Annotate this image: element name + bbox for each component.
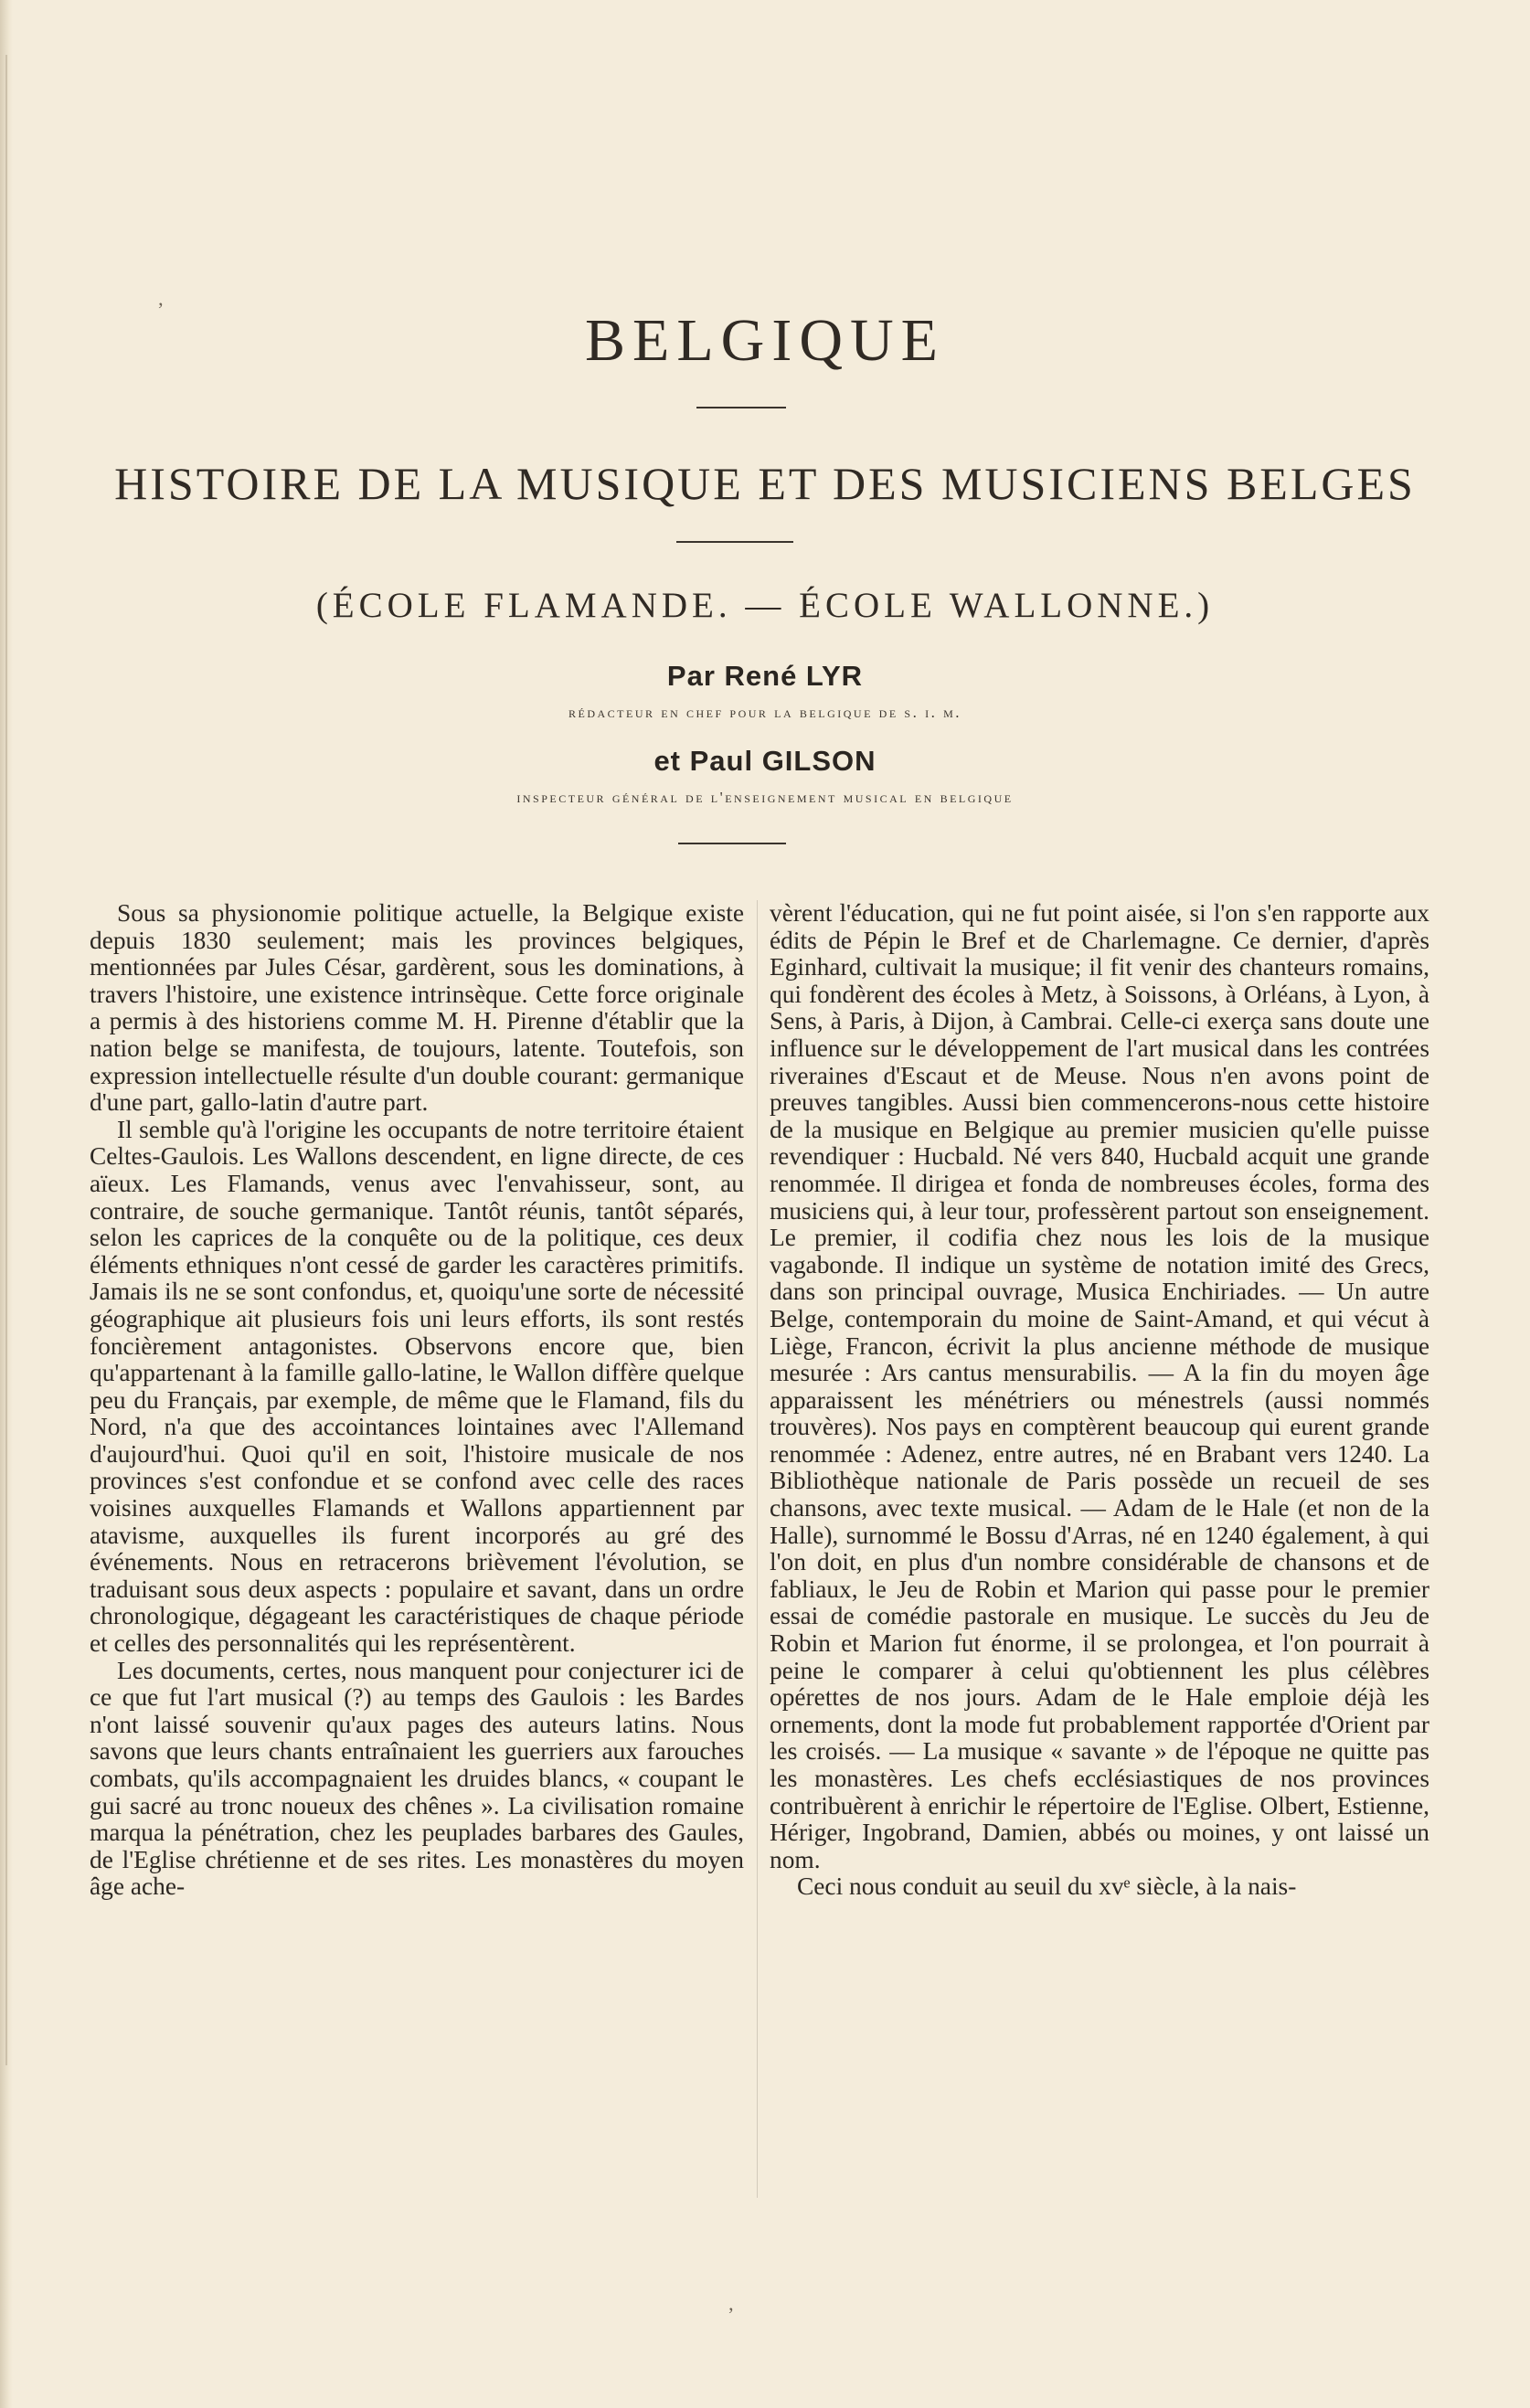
paragraph: Ceci nous conduit au seuil du xvᵉ siècle, à la nais- — [797, 1872, 1297, 1901]
author-gilson-role: inspecteur général de l'enseignement musical en belgique — [516, 789, 1014, 806]
title-divider — [696, 407, 786, 408]
page-title: BELGIQUE — [585, 307, 945, 374]
byline-divider — [678, 843, 786, 844]
author-lyr: Par René LYR — [666, 660, 864, 692]
subtitle-divider — [676, 541, 793, 543]
paragraph: vèrent l'éducation, qui ne fut point aisée, si l'on s'en rapporte aux édits de Pépin le Bref et de Charlemagne. Ce dernier, d'après Eginhard, cultivait la musique; il fit venir des chanteurs romains, qui fondèrent des écoles à Metz, à Soissons, à Orléans, à Lyon, à Sens, à Paris, à Dijon, à Cambrai. Celle-ci exerça sans doute une influence sur le développement de l'art musical dans les contrées riveraines d'Escaut et de Meuse. Nous n'en avons point de preuves tangibles. Aussi bien commencerons-nous cette histoire de la musique en Belgique au premier musicien qu'elle puisse revendiquer : Hucbald. Né vers 840, Hucbald acquit une grande renommée. Il dirigea et fonda de nombreuses écoles, forma des musiciens qui, à leur tour, professèrent partout son enseignement. Le premier, il codifia chez nous les lois de la musique vagabonde. Il indique un système de notation imité des Grecs, dans son principal ouvrage, Musica Enchiriades. — Un autre Belge, contemporain du moine de Saint-Amand, et qui vécut à Liège, Francon, écrivit la plus ancienne méthode de musique mesurée : Ars cantus mensurabilis. — A la fin du moyen âge apparaissent les ménétriers ou ménestrels (aussi nommés trouvères). Nos pays en comptèrent beaucoup qui eurent grande renommée : Adenez, entre autres, né en Brabant vers 1240. La Bibliothèque nationale de Paris possède un recueil de ses chansons, avec texte musical. — Adam de le Hale (et non de la Halle), surnommé le Bossu d'Arras, né en 1240 également, à qui l'on doit, en plus d'un nombre considérable de chansons et de fabliaux, le Jeu de Robin et Marion qui passe pour le premier essai de comédie pastorale en musique. Le succès du Jeu de Robin et Marion fut énorme, il se prolongea, et l'on pourrait à peine le comparer à celui qu'obtiennent les plus célèbres opérettes de nos jours. Adam de le Hale emploie déjà les ornements, dont la mode fut probablement rapportée d'Orient par les croisés. — La musique « savante » de l'époque ne quitte pas les monastères. Les chefs ecclésiastiques de nos provinces contribuèrent à enrichir le répertoire de l'Eglise. Olbert, Estienne, Hériger, Ingobrand, Damien, abbés ou moines, y ont laissé un nom. — [770, 899, 1429, 1873]
author-gilson: et Paul GILSON — [653, 745, 877, 777]
author-lyr-role: rédacteur en chef pour la belgique de s. i. m. — [568, 704, 962, 721]
paragraph: Les documents, certes, nous manquent pour conjecturer ici de ce que fut l'art musical (?) au temps des Gaulois : les Bardes n'ont laissé souvenir qu'aux pages des auteurs latins. Nous savons que leurs chants entraînaient les guerriers aux farouches combats, qu'ils accompagnaient les druides blancs, « coupant le gui sacré au tronc noueux des chênes ». La civilisation romaine marqua la pénétration, chez les peuplades barbares des Gaules, de l'Eglise chrétienne et de ses rites. Les monastères du moyen âge ache- — [90, 1656, 744, 1901]
column-gutter — [757, 900, 758, 2198]
left-column — [90, 900, 744, 1901]
paragraph: Sous sa physionomie politique actuelle, la Belgique existe depuis 1830 seulement; mais les provinces belgiques, mentionnées par Jules César, gardèrent, sous les dominations, à travers l'histoire, une existence intrinsèque. Cette force originale a permis à des historiens comme M. H. Pirenne d'établir que la nation belge se manifesta, de toujours, latente. Toutefois, son expression intellectuelle résulte d'un double courant: germanique d'une part, gallo-latin d'autre part. — [90, 899, 744, 1117]
schools-line: (ÉCOLE FLAMANDE. — ÉCOLE WALLONNE.) — [315, 586, 1215, 625]
stray-mark-top: ’ — [157, 298, 165, 321]
stray-mark-bottom: ’ — [728, 2303, 735, 2326]
right-column — [770, 900, 1429, 1901]
article-subtitle: HISTOIRE DE LA MUSIQUE ET DES MUSICIENS BELGES — [114, 458, 1416, 509]
paragraph: Il semble qu'à l'origine les occupants de notre territoire étaient Celtes-Gaulois. Les Wallons descendent, en ligne directe, de ces aïeux. Les Flamands, venus avec l'envahisseur, sont, au contraire, de souche germanique. Tantôt réunis, tantôt séparés, selon les caprices de la conquête ou de la politique, ces deux éléments ethniques n'ont cessé de garder les caractères primitifs. Jamais ils ne se sont confondus, et, quoiqu'une sorte de nécessité géographique ait plusieurs fois uni leurs efforts, ils sont restés foncièrement antagonistes. Observons encore que, bien qu'appartenant à la famille gallo-latine, le Wallon diffère quelque peu du Français, par exemple, de même que le Flamand, fils du Nord, n'a que des accointances lointaines avec l'Allemand d'aujourd'hui. Quoi qu'il en soit, l'histoire musicale de nos provinces s'est confondue et se confond avec celle des races voisines auxquelles Flamands et Wallons appartiennent par atavisme, auxquelles ils furent incorporés au gré des événements. Nous en retracerons brièvement l'évolution, se traduisant sous deux aspects : populaire et savant, dans un ordre chronologique, dégageant les caractéristiques de chaque période et celles des personnalités qui les représentèrent. — [90, 1115, 744, 1658]
